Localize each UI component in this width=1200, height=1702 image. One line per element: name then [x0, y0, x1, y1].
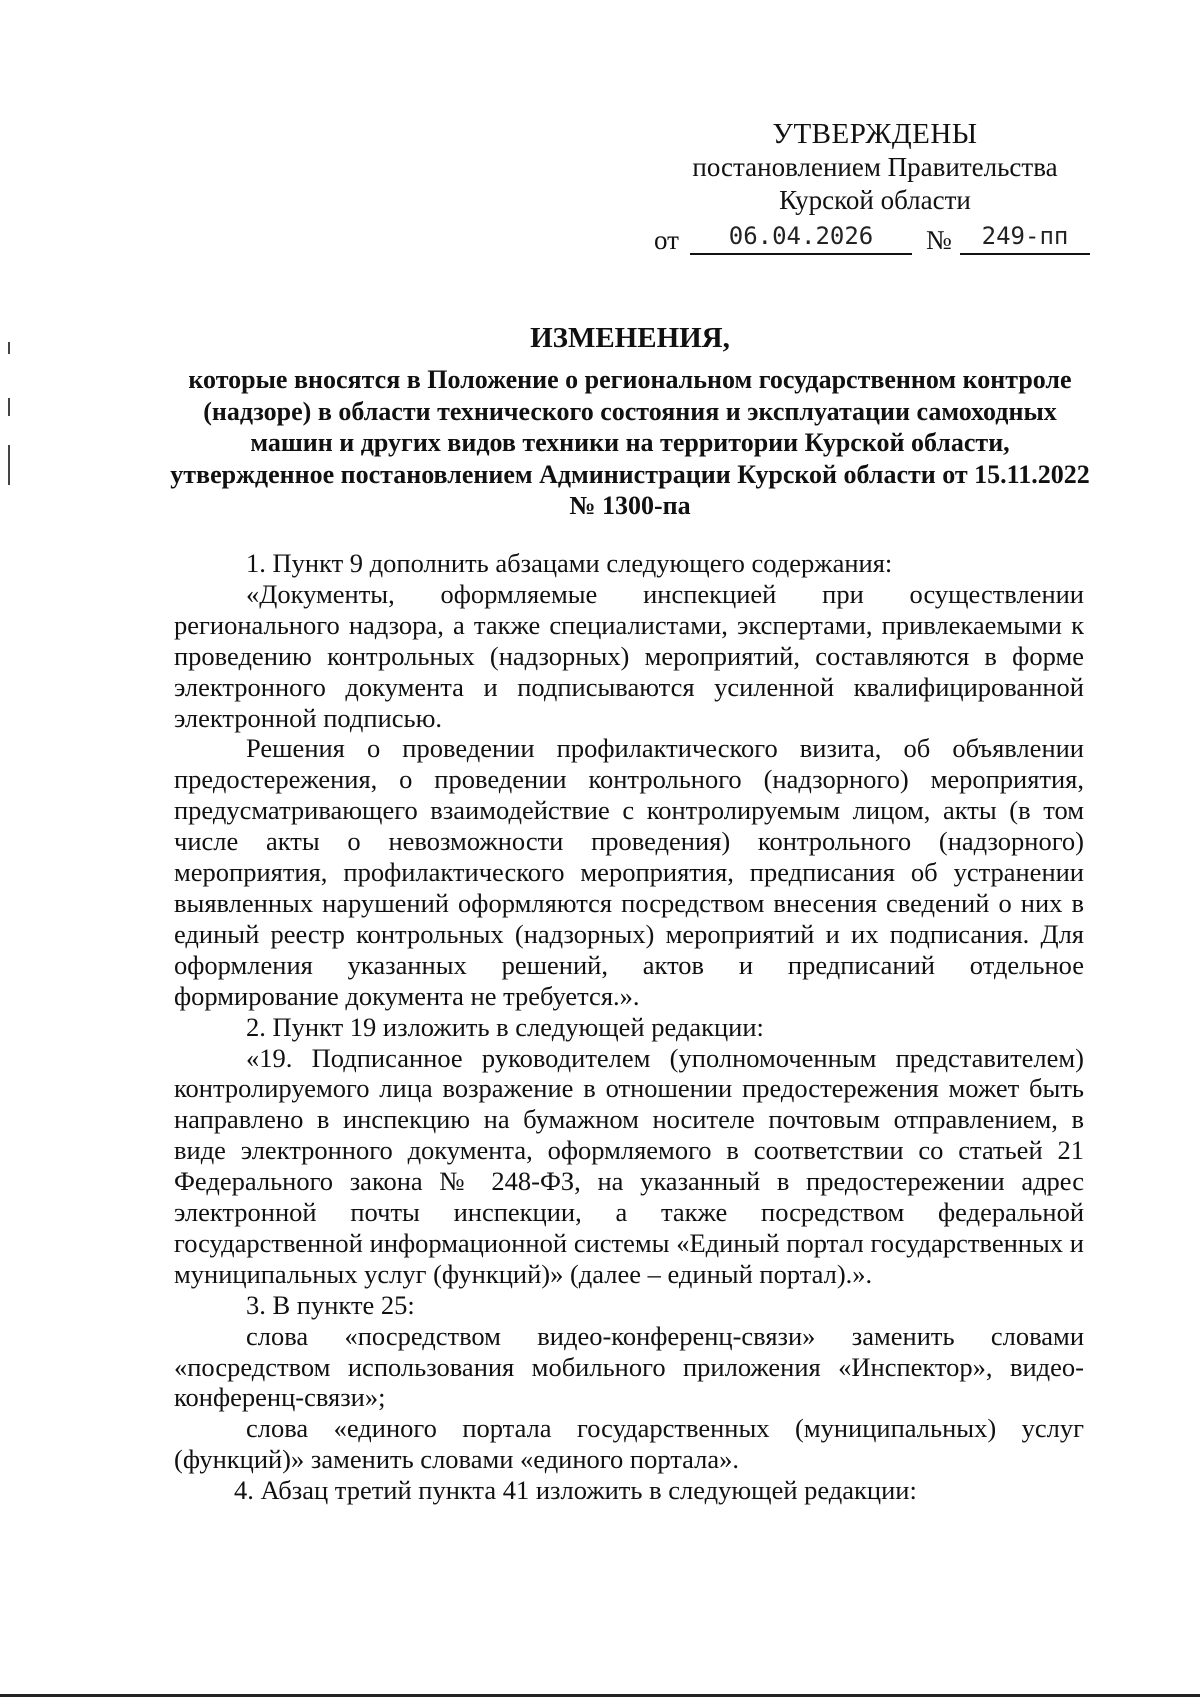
paragraph-6: 3. В пункте 25: — [246, 1289, 415, 1320]
title-subtitle: которые вносятся в Положение о региональном государственном контроле (надзоре) в области технического состояния и эксплуатации самоходных машин и других видов техники на территории Курской области, утвержденное постановлением Администрации Курской области от 15.11.2022 № 1300-па — [170, 365, 1090, 520]
paragraph-1: 1. Пункт 9 дополнить абзацами следующего содержания: — [246, 548, 893, 578]
title-heading: ИЗМЕНЕНИЯ, — [530, 322, 730, 354]
approval-date-number-line — [654, 219, 1090, 259]
scan-edge-mark — [8, 445, 10, 485]
approval-line-region: Курской области — [779, 185, 971, 215]
document-body — [174, 548, 1084, 1506]
number-prefix: № — [926, 225, 952, 255]
paragraph-9: 4. Абзац третий пункта 41 изложить в следующей редакции: — [234, 1475, 917, 1506]
scan-edge-mark — [8, 398, 10, 416]
paragraph-8: слова «единого портала государственных (муниципальных) услуг (функций)» заменить словами «единого портала». — [174, 1413, 1084, 1475]
document-title — [170, 318, 1090, 522]
scan-edge-mark — [8, 342, 10, 354]
approval-number: 249-пп — [960, 219, 1090, 255]
approval-heading: УТВЕРЖДЕНЫ — [772, 118, 978, 150]
paragraph-7: слова «посредством видео-конференц-связи» заменить словами «посредством использования мобильного приложения «Инспектор», видео-конференц-связи»; — [174, 1320, 1084, 1413]
approval-date: 06.04.2026 — [690, 219, 912, 255]
approval-line-resolution: постановлением Правительства — [692, 152, 1058, 182]
paragraph-4: 2. Пункт 19 изложить в следующей редакции: — [246, 1011, 764, 1042]
scan-bottom-edge — [0, 1694, 1200, 1697]
paragraph-3: Решения о проведении профилактического визита, об объявлении предостережения, о проведении контрольного (надзорного) мероприятия, предусматривающего взаимодействие с контролируемым лицом, акты (в том числе акты о невозможности проведения) контрольного (надзорного) мероприятия, профилактического мероприятия, предписания об устранении выявленных нарушений оформляются посредством внесения сведений о них в единый реестр контрольных (надзорных) мероприятий и их подписания. Для оформления указанных решений, актов и предписаний отдельное формирование документа не требуется.». — [174, 733, 1084, 1011]
date-prefix: от — [654, 225, 679, 255]
approval-block — [654, 118, 1090, 259]
paragraph-5: «19. Подписанное руководителем (уполномоченным представителем) контролируемого лица возражение в отношении предостережения может быть направлено в инспекцию на бумажном носителе почтовым отправлением, в виде электронного документа, оформляемого в соответствии со статьей 21 Федерального закона № 248-ФЗ, на указанный в предостережении адрес электронной почты инспекции, а также посредством федеральной государственной информационной системы «Единый портал государственных и муниципальных услуг (функций)» (далее – единый портал).». — [174, 1042, 1084, 1289]
paragraph-2: «Документы, оформляемые инспекцией при осуществлении регионального надзора, а также специалистами, экспертами, привлекаемыми к проведению контрольных (надзорных) мероприятий, составляются в форме электронного документа и подписываются усиленной квалифицированной электронной подписью. — [174, 578, 1084, 733]
